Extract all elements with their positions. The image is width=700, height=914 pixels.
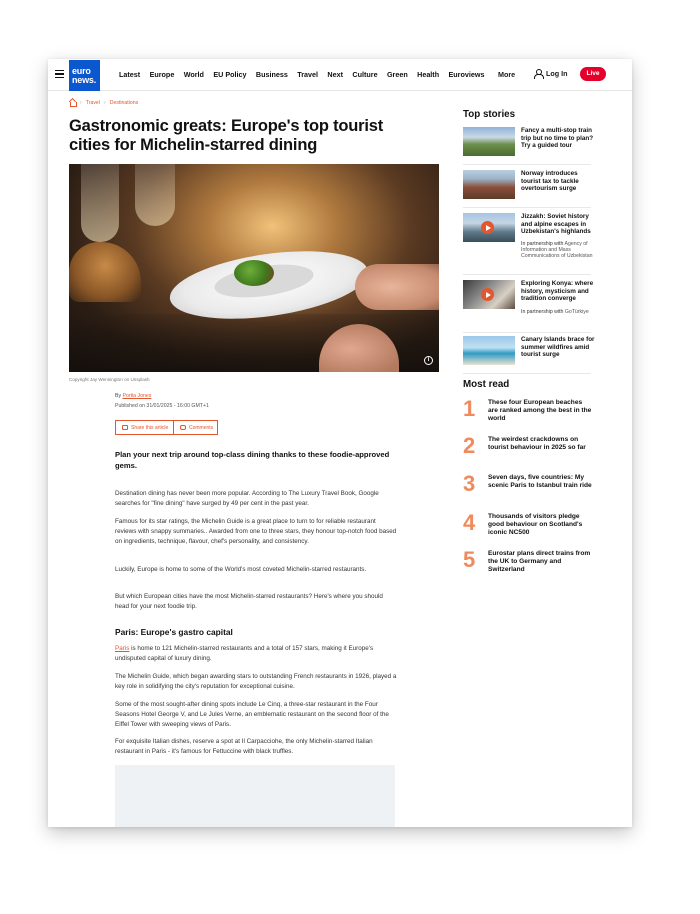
- partner-label: In partnership with: [521, 241, 564, 247]
- breadcrumb-separator: ›: [80, 100, 82, 106]
- comments-button[interactable]: [174, 421, 213, 434]
- most-read-rank: 4: [463, 510, 476, 535]
- nav-eu-policy[interactable]: EU Policy: [213, 70, 247, 79]
- nav-more[interactable]: More: [498, 70, 516, 79]
- most-read-item[interactable]: [463, 510, 598, 543]
- most-read-title[interactable]: Seven days, five countries: My scenic Paris to Istanbul train ride: [488, 474, 592, 490]
- byline: [115, 393, 151, 399]
- partner-note: [521, 309, 595, 315]
- comments-label: Comments: [189, 424, 214, 431]
- share-icon: [122, 425, 128, 430]
- login-label: Log In: [546, 69, 568, 78]
- most-read-item[interactable]: [463, 396, 598, 429]
- info-icon[interactable]: i: [424, 356, 433, 365]
- paragraph: Luckily, Europe is home to some of the World's most coveted Michelin-starred restaurants.: [115, 566, 367, 573]
- live-button[interactable]: Live: [580, 67, 606, 81]
- site-header: [48, 59, 632, 91]
- dish-shape: [234, 260, 274, 286]
- most-read-item[interactable]: [463, 433, 598, 466]
- breadcrumb-separator: ›: [103, 100, 106, 106]
- euronews-logo[interactable]: euro news.: [69, 60, 100, 91]
- most-read-rank: 1: [463, 396, 476, 421]
- paragraph: Some of the most sought-after dining spots include Le Cinq, a three-star restaurant in the Four Seasons Hotel George V, and Le Jules Verne, an emblematic restaurant on the second floor of the Eiffel Tower with sweeping views of Paris.: [115, 701, 389, 728]
- video-play-icon: [481, 221, 494, 234]
- home-icon[interactable]: [69, 100, 76, 106]
- ad-placeholder: [115, 765, 395, 827]
- paris-link[interactable]: Paris: [115, 645, 130, 652]
- paragraph: For exquisite Italian dishes, reserve a spot at Il Carpacciohe, the only Michelin-starred Italian restaurant in Paris - it's famous for Fettuccine with black truffles.: [115, 738, 373, 755]
- login-button[interactable]: [534, 69, 568, 78]
- story-card[interactable]: [463, 170, 591, 208]
- story-card[interactable]: [463, 280, 594, 333]
- story-card[interactable]: [463, 336, 595, 374]
- top-stories-heading: Top stories: [463, 109, 516, 120]
- byline-label: By: [115, 393, 122, 399]
- breadcrumb-travel[interactable]: Travel: [85, 100, 100, 106]
- story-thumbnail[interactable]: [463, 280, 515, 309]
- share-bar: [115, 420, 218, 435]
- most-read-rank: 5: [463, 547, 476, 572]
- bread-basket-shape: [69, 242, 141, 302]
- publish-date: Published on 31/01/2025 - 16:00 GMT+1: [115, 403, 209, 409]
- most-read-title[interactable]: These four European beaches are ranked among the best in the world: [488, 399, 592, 423]
- wine-glass-shape: [81, 164, 119, 242]
- most-read-item[interactable]: [463, 547, 598, 580]
- most-read-title[interactable]: Eurostar plans direct trains from the UK to Germany and Switzerland: [488, 550, 591, 574]
- article-lede: Plan your next trip around top-class dining thanks to these foodie-approved gems.: [115, 450, 390, 470]
- breadcrumb: [69, 100, 138, 106]
- share-label: Share this article: [131, 424, 169, 431]
- section-heading: Paris: Europe's gastro capital: [115, 627, 233, 637]
- nav-latest[interactable]: Latest: [119, 70, 141, 79]
- most-read-heading: Most read: [463, 379, 510, 390]
- partner-label: In partnership with: [521, 309, 564, 315]
- most-read-title[interactable]: The weirdest crackdowns on tourist behaviour in 2025 so far: [488, 436, 586, 452]
- image-credit: Copyright Jay Wennington on Unsplash: [69, 377, 150, 382]
- most-read-rank: 3: [463, 471, 476, 496]
- story-thumbnail[interactable]: [463, 336, 515, 365]
- user-icon: [534, 69, 542, 78]
- nav-culture[interactable]: Culture: [352, 70, 378, 79]
- main-nav: [119, 70, 494, 79]
- paragraph-text: is home to 121 Michelin-starred restaurants and a total of 157 stars, making it Europe's undisputed capital of luxury dining.: [115, 645, 374, 662]
- hero-image: [69, 164, 439, 372]
- most-read-title[interactable]: Thousands of visitors pledge good behaviour on Scotland's iconic NC500: [488, 513, 583, 537]
- story-title[interactable]: Fancy a multi-stop train trip but no time to plan? Try a guided tour: [521, 127, 594, 150]
- story-thumbnail[interactable]: [463, 213, 515, 242]
- story-card[interactable]: [463, 213, 591, 275]
- paragraph: Destination dining has never been more popular. According to The Luxury Travel Book, Google searches for "fine dining" have surged by 49 per cent in the past year.: [115, 490, 379, 507]
- partner-name: GoTürkiye: [564, 309, 589, 315]
- article-title: Gastronomic greats: Europe's top tourist cities for Michelin-starred dining: [69, 117, 384, 154]
- hand-shape: [355, 264, 439, 310]
- paragraph: The Michelin Guide, which began awarding stars to outstanding French restaurants in 1926, played a key role in solidifying the city's reputation for exceptional cuisine.: [115, 673, 397, 690]
- wine-glass-shape: [135, 164, 175, 226]
- nav-business[interactable]: Business: [255, 70, 288, 79]
- menu-icon[interactable]: [55, 70, 64, 78]
- nav-world[interactable]: World: [183, 70, 204, 79]
- story-title[interactable]: Canary Islands brace for summer wildfires amid tourist surge: [521, 336, 595, 359]
- story-thumbnail[interactable]: [463, 127, 515, 156]
- nav-europe[interactable]: Europe: [149, 70, 175, 79]
- nav-travel[interactable]: Travel: [297, 70, 319, 79]
- story-title[interactable]: Norway introduces tourist tax to tackle overtourism surge: [521, 170, 579, 193]
- paragraph: Famous for its star ratings, the Michelin Guide is a great place to turn to for reliable restaurant reviews with snappy summaries.. Awarded from one to three stars, they honour top-notch food based on ingredients, technique, flavour, chef's personality, and consistency.: [115, 518, 397, 545]
- story-card[interactable]: [463, 127, 594, 165]
- most-read-rank: 2: [463, 433, 476, 458]
- story-title[interactable]: Jizzakh: Soviet history and alpine escapes in Uzbekistan's highlands: [521, 213, 591, 236]
- story-title[interactable]: Exploring Konya: where history, mysticism and tradition converge: [521, 280, 594, 303]
- breadcrumb-destinations[interactable]: Destinations: [109, 100, 139, 106]
- partner-note: [521, 241, 595, 260]
- nav-euroviews[interactable]: Euroviews: [448, 70, 485, 79]
- nav-next[interactable]: Next: [327, 70, 344, 79]
- nav-green[interactable]: Green: [386, 70, 408, 79]
- share-button[interactable]: [116, 421, 174, 434]
- paragraph: But which European cities have the most Michelin-starred restaurants? Here's where you should head for your next foodie trip.: [115, 593, 383, 610]
- comment-icon: [180, 425, 186, 430]
- browser-page: [48, 59, 632, 827]
- author-link[interactable]: Portia Jones: [122, 393, 152, 399]
- partner-name: Agency of Information and Mass Communications of Uzbekistan: [521, 241, 593, 260]
- story-thumbnail[interactable]: [463, 170, 515, 199]
- video-play-icon: [481, 288, 494, 301]
- paragraph: [115, 644, 398, 664]
- most-read-item[interactable]: [463, 471, 598, 504]
- nav-health[interactable]: Health: [417, 70, 440, 79]
